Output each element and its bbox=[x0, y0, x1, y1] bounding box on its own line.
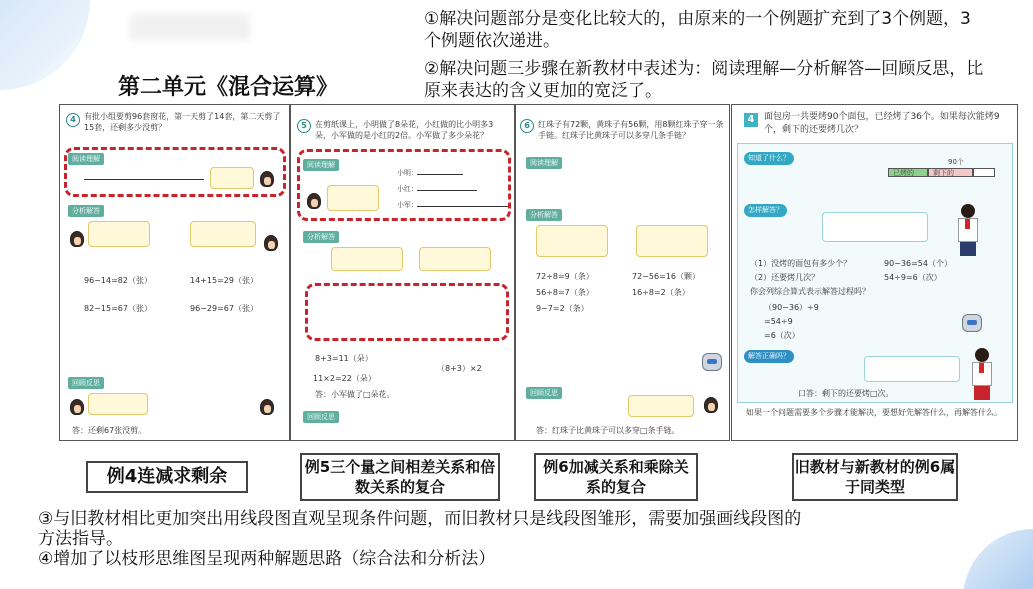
student-avatar bbox=[70, 231, 84, 247]
segment-label: 小红： bbox=[397, 185, 418, 193]
robot-icon bbox=[962, 314, 982, 332]
thought-bubble bbox=[536, 225, 608, 257]
calc-line: 72÷8=9（条） bbox=[536, 272, 594, 281]
blurred-area bbox=[130, 14, 250, 40]
calc-line: 14+15=29（张） bbox=[190, 276, 258, 285]
note-3: ③与旧教材相比更加突出用线段图直观呈现条件问题，而旧教材只是线段图雏形，需要加强画线段图的方法指导。 bbox=[38, 509, 802, 549]
calc-line: 16÷8=2（条） bbox=[632, 288, 690, 297]
thought-bubble bbox=[628, 395, 694, 417]
example-number: 6 bbox=[520, 119, 534, 133]
calc-line: （8+3）×2 bbox=[437, 364, 482, 373]
answer-line: 口答：剩下的还要烤□次。 bbox=[798, 389, 894, 398]
student-bubble bbox=[864, 356, 960, 382]
old-textbook-page bbox=[731, 104, 1018, 441]
section-analyze: 分析解答 bbox=[526, 209, 562, 221]
section-read: 阅读理解 bbox=[68, 153, 104, 165]
answer-1: 90−36=54（个） bbox=[884, 259, 952, 268]
calc-line: 11×2=22（朵） bbox=[313, 374, 376, 383]
answer-line: 答：红珠子比黄珠子可以多穿□条手链。 bbox=[536, 426, 680, 435]
unit-title: 第二单元《混合运算》 bbox=[118, 75, 339, 100]
corner-decoration bbox=[0, 0, 90, 90]
robot-icon bbox=[702, 353, 722, 371]
teacher-figure bbox=[954, 204, 982, 256]
calc-line: 8+3=11（朵） bbox=[315, 354, 373, 363]
section-check: 解答正确吗？ bbox=[744, 350, 794, 363]
thought-bubble bbox=[88, 221, 150, 247]
bottom-notes bbox=[38, 509, 818, 569]
example-number: 5 bbox=[297, 119, 311, 133]
answer-line: 答：还剩67张没剪。 bbox=[72, 426, 147, 435]
problem-text: 面包房一共要烤90个面包，已经烤了36个。如果每次能烤9个，剩下的还要烤几次？ bbox=[764, 112, 1000, 135]
section-read: 阅读理解 bbox=[303, 159, 339, 171]
thought-bubble bbox=[88, 393, 148, 415]
example-number: 4 bbox=[744, 113, 758, 127]
section-review: 回顾反思 bbox=[526, 387, 562, 399]
highlight-box bbox=[297, 149, 511, 221]
bar-done: 已烤的 bbox=[888, 168, 928, 177]
student-avatar bbox=[260, 399, 274, 415]
note-4: ④增加了以枝形思维图呈现两种解题思路（综合法和分析法） bbox=[38, 549, 496, 569]
example-number: 4 bbox=[66, 113, 80, 127]
caption-example-4: 例4连减求剩余 bbox=[86, 461, 248, 493]
textbook-page-example-6 bbox=[515, 104, 730, 441]
solution-area bbox=[737, 143, 1013, 403]
highlight-box bbox=[64, 147, 286, 197]
combined-question: 你会列综合算式表示解答过程吗？ bbox=[750, 287, 870, 296]
calc-line: 96−14=82（张） bbox=[84, 276, 152, 285]
bar-left: 剩下的 bbox=[928, 168, 973, 177]
caption-example-5: 例5三个量之间相差关系和倍数关系的复合 bbox=[300, 453, 500, 501]
top-notes bbox=[424, 8, 984, 108]
calc-line: 96−29=67（张） bbox=[190, 304, 258, 313]
note-1: ①解决问题部分是变化比较大的，由原来的一个例题扩充到了3个例题，3个例题依次递进。 bbox=[424, 9, 971, 51]
student-avatar bbox=[264, 235, 278, 251]
step-line: （90−36）÷9 bbox=[764, 303, 819, 312]
student-avatar bbox=[70, 399, 84, 415]
calc-line: 82−15=67（张） bbox=[84, 304, 152, 313]
thought-bubble bbox=[636, 225, 708, 257]
answer-line: 答：小军做了□朵花。 bbox=[315, 390, 395, 399]
note-2: ②解决问题三步骤在新教材中表述为：阅读理解—分析解答—回顾反思，比原来表达的含义更加的宽泛了。 bbox=[424, 59, 984, 101]
section-analyze: 分析解答 bbox=[68, 205, 104, 217]
student-figure bbox=[968, 348, 996, 400]
student-avatar bbox=[704, 397, 718, 413]
question-2: （2）还要烤几次？ bbox=[750, 273, 820, 282]
segment-label: 小军： bbox=[397, 201, 418, 209]
calc-line: 9−7=2（条） bbox=[536, 304, 589, 313]
thought-bubble bbox=[190, 221, 256, 247]
summary-text: 如果一个问题需要多个步骤才能解决，要想好先解答什么，再解答什么。 bbox=[746, 408, 1002, 417]
segment-label: 小明： bbox=[397, 169, 418, 177]
bar-total-label: 90个 bbox=[948, 158, 964, 166]
question-1: （1）没烤的面包有多少个？ bbox=[750, 259, 852, 268]
textbook-page-example-5 bbox=[290, 104, 515, 441]
step-line: =54÷9 bbox=[764, 317, 793, 326]
corner-decoration bbox=[963, 529, 1033, 589]
section-know: 知道了什么？ bbox=[744, 152, 794, 165]
thought-bubble bbox=[331, 247, 403, 271]
calc-line: 56÷8=7（条） bbox=[536, 288, 594, 297]
section-analyze: 分析解答 bbox=[303, 231, 339, 243]
problem-text: 红珠子有72颗，黄珠子有56颗，用8颗红珠子穿一条手链。红珠子比黄珠子可以多穿几条手链？ bbox=[538, 120, 724, 140]
section-review: 回顾反思 bbox=[303, 411, 339, 423]
section-read: 阅读理解 bbox=[526, 157, 562, 169]
caption-example-6: 例6加减关系和乘除关系的复合 bbox=[534, 453, 698, 501]
problem-text: 在剪纸课上，小明做了8朵花，小红做的比小明多3朵，小军做的是小红的2倍。小军做了多少朵花？ bbox=[315, 120, 494, 140]
bar-unknown bbox=[973, 168, 995, 177]
answer-2: 54÷9=6（次） bbox=[884, 273, 942, 282]
teacher-bubble bbox=[822, 212, 928, 242]
tree-diagram-box bbox=[305, 283, 509, 341]
calc-line: 72−56=16（颗） bbox=[632, 272, 700, 281]
step-line: =6（次） bbox=[764, 331, 800, 340]
caption-old-vs-new: 旧教材与新教材的例6属于同类型 bbox=[792, 453, 958, 501]
section-how: 怎样解答？ bbox=[744, 204, 787, 217]
problem-text: 有批小组要剪96套窗花，第一天剪了14套，第二天剪了15套，还剩多少没剪？ bbox=[84, 112, 281, 132]
section-review: 回顾反思 bbox=[68, 377, 104, 389]
textbook-page-example-4 bbox=[59, 104, 290, 441]
thought-bubble bbox=[419, 247, 491, 271]
